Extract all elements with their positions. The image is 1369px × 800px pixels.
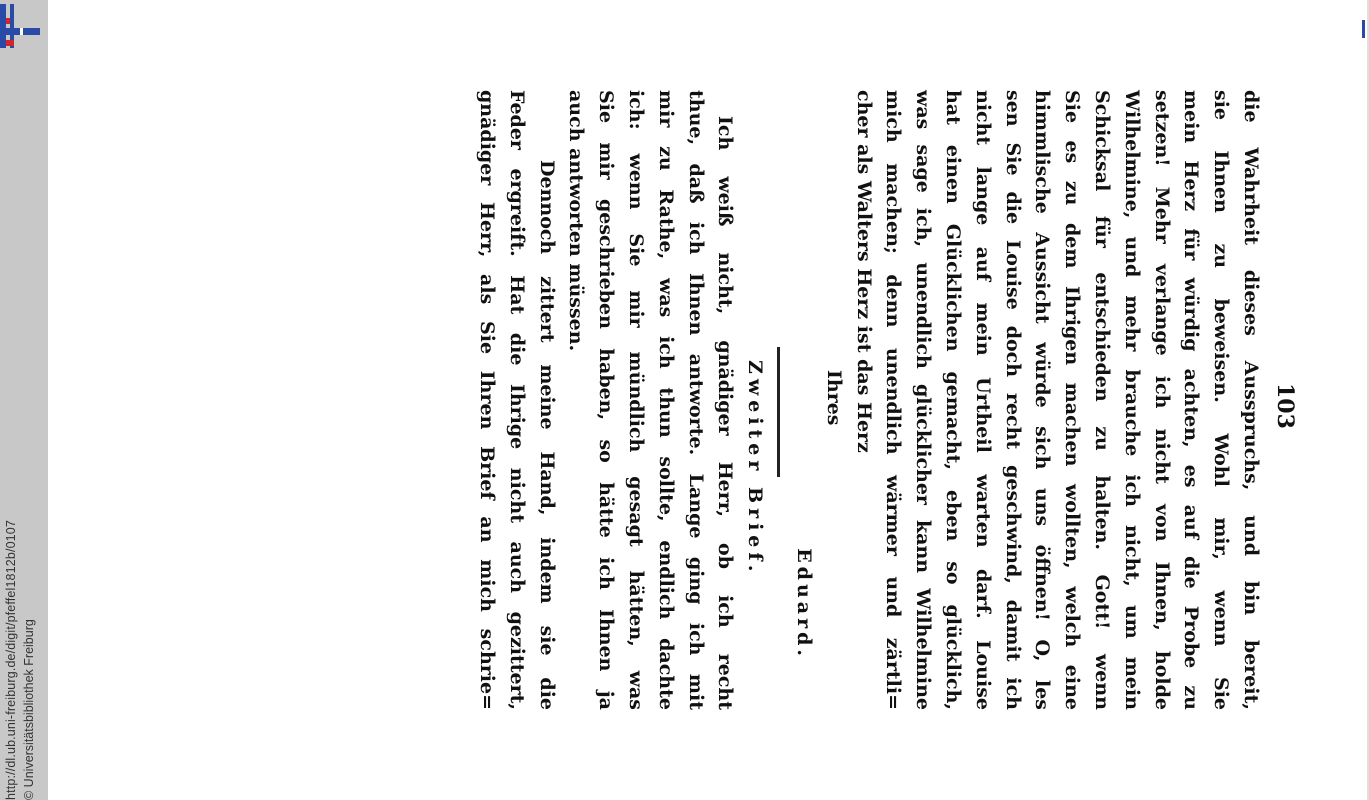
- text-line: Schicksal für entschieden zu halten. Gott! wenn: [1091, 90, 1114, 710]
- text-line: himmlische Aussicht würde sich uns öffnen! O, les: [1031, 90, 1054, 710]
- text-line: Sie mir geschrieben haben, so hätte ich Ihnen ja: [595, 90, 618, 710]
- text-line: hat einen Glücklichen gemacht, eben so glücklich,: [942, 90, 965, 710]
- text-line: Wilhelmine, und mehr brauche ich nicht, um mein: [1120, 90, 1143, 710]
- sidebar: [0, 0, 48, 800]
- text-line: die Wahrheit dieses Ausspruchs, und bin bereit,: [1240, 90, 1262, 710]
- sidebar-caption: [2, 420, 38, 800]
- section-divider: [777, 347, 780, 477]
- copyright-text: © Universitätsbibliothek Freiburg: [22, 619, 36, 800]
- page-number: 103: [1272, 383, 1298, 429]
- text-line: Sie es zu dem Ihrigen machen wollten, welch eine: [1061, 90, 1084, 710]
- text-line: nicht lange auf mein Urtheil warten darf. Louise: [971, 90, 994, 710]
- text-line: Ich weiß nicht, gnädiger Herr, ob ich recht: [714, 116, 737, 710]
- text-line: mein Herz für würdig achten, es auf die Probe zu: [1180, 90, 1203, 710]
- closing: Ihres: [822, 370, 845, 426]
- text-line: auch antworten müssen.: [565, 90, 588, 352]
- ub-freiburg-logo-icon: [0, 0, 48, 60]
- text-line: sen Sie die Louise doch recht geschwind, damit ich: [1001, 90, 1024, 710]
- page-text-block: [165, 90, 1298, 710]
- letter-heading: Zweiter Brief.: [744, 360, 767, 577]
- scanned-page: [150, 20, 1369, 780]
- text-line: sie Ihnen zu beweisen. Wohl mir, wenn Sie: [1210, 90, 1233, 710]
- text-line: Feder ergreift. Hat die Ihrige nicht auch gezittert,: [505, 90, 528, 710]
- text-line: was sage ich, unendlich glücklicher kann Wilhelmine: [912, 90, 935, 710]
- text-line: cher als Walters Herz ist das Herz: [852, 90, 875, 453]
- text-line: mir zu Rathe, was ich thun sollte, endlich dachte: [654, 90, 677, 710]
- text-line: mich machen; denn unendlich wärmer und zärtli=: [882, 90, 905, 710]
- text-line: setzen! Mehr verlange ich nicht von Ihnen, holde: [1150, 90, 1173, 710]
- text-line: Dennoch zittert meine Hand, indem sie die: [535, 160, 558, 710]
- text-line: thue, daß ich Ihnen antworte. Lange ging ich mit: [684, 90, 707, 710]
- text-line: gnädiger Herr, als Sie Ihren Brief an mich schrie=: [476, 90, 499, 710]
- text-line: ich: wenn Sie mir mündlich gesagt hätten, was: [625, 90, 648, 710]
- signature: Eduard.: [793, 548, 816, 660]
- source-url-link[interactable]: http://dl.ub.uni-freiburg.de/digit/pfeffel1812b/0107: [4, 520, 18, 800]
- viewer-marker-icon: [1360, 20, 1366, 38]
